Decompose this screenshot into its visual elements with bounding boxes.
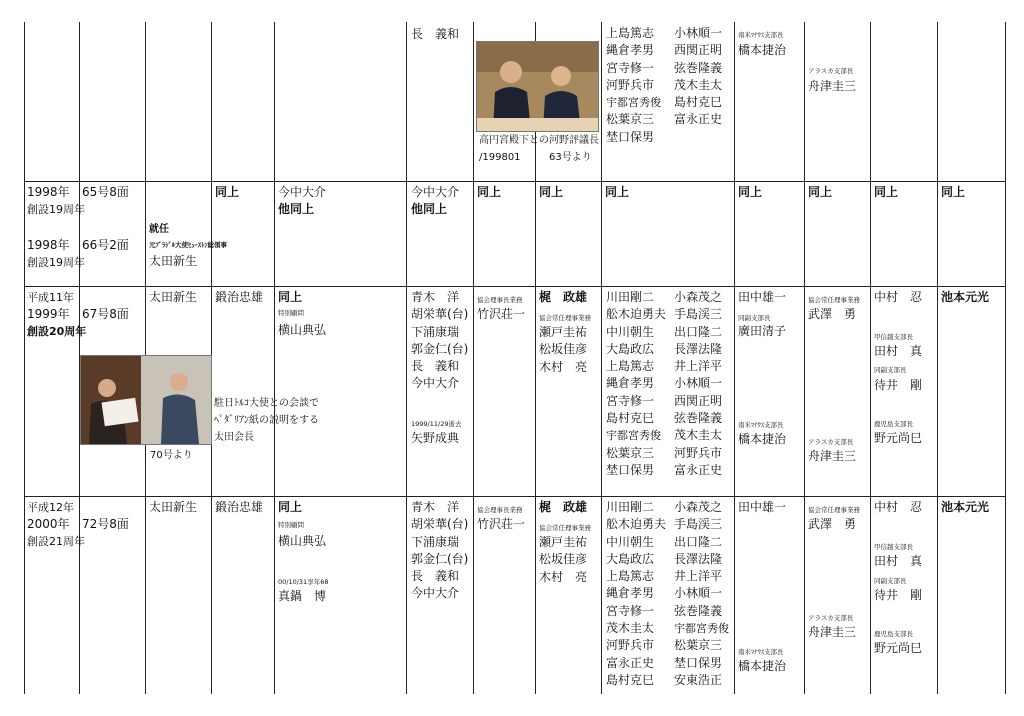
year-1999: 1999年 bbox=[27, 307, 70, 321]
committee-name: 富永正史 bbox=[674, 462, 723, 477]
shunin-note: 元ﾌﾞﾗｼﾞﾙ大使ﾋｭｰｽﾄﾝ総領事 bbox=[149, 241, 227, 249]
s4-col5-note: 00/10/31享年68 bbox=[278, 578, 329, 586]
s3-col12-name: 中村 忍 bbox=[874, 290, 923, 304]
s3-col11-name: 武澤 勇 bbox=[808, 307, 857, 321]
committee-name: 島村克巳 bbox=[674, 95, 723, 110]
committee-name: 長澤法隆 bbox=[674, 341, 723, 356]
s3-col12-label3: 鹿児島支部長 bbox=[874, 420, 913, 428]
committee-name: 西関正明 bbox=[674, 43, 723, 58]
column-rule bbox=[1005, 22, 1006, 694]
committee-name: 島村克巳 bbox=[606, 672, 655, 687]
era-h11: 平成11年 bbox=[27, 291, 74, 304]
s2-col6b: 他同上 bbox=[411, 202, 448, 216]
member-name: 松坂佳彦 bbox=[539, 342, 588, 357]
committee-name: 上島篤志 bbox=[606, 359, 655, 374]
committee-name: 弦巻隆義 bbox=[674, 603, 723, 618]
photo-issue-70: 70号より bbox=[150, 450, 193, 461]
committee-name: 宇都宮秀俊 bbox=[606, 429, 661, 443]
s3-col8-head: 梶 政雄 bbox=[539, 290, 588, 304]
prince-photo bbox=[476, 41, 599, 132]
s4-col8-list bbox=[539, 534, 587, 586]
committee-name: 上島篤志 bbox=[606, 26, 655, 40]
committee-name: 中川朝生 bbox=[606, 534, 655, 549]
committee-name: 上島篤志 bbox=[606, 569, 655, 584]
committee-name: 舩木迫勇夫 bbox=[606, 517, 667, 532]
committee-name: 埜口保男 bbox=[674, 655, 723, 670]
s3-col10-name: 田中雄一 bbox=[738, 290, 787, 304]
year-1998b: 1998年 bbox=[27, 238, 70, 252]
committee-name: 大島政広 bbox=[606, 341, 655, 356]
s3-col6-note: 1999/11/29逝去 bbox=[411, 420, 462, 428]
member-name: 下浦康瑞 bbox=[411, 324, 460, 339]
committee-name: 中川朝生 bbox=[606, 324, 655, 339]
row-rule bbox=[24, 181, 1005, 182]
s4-alaska-name: 舟津圭三 bbox=[808, 625, 857, 639]
column-rule bbox=[473, 22, 474, 694]
committee-name: 手島渓三 bbox=[674, 307, 723, 322]
s3-southamerica-name: 橋本捷治 bbox=[738, 432, 787, 446]
member-name: 長 義和 bbox=[411, 359, 460, 374]
s3-col12-name1: 田村 真 bbox=[874, 344, 923, 358]
s3-col7-label: 協会理事長業務 bbox=[477, 296, 523, 304]
committee-name: 松葉京三 bbox=[674, 638, 723, 653]
s2-col8: 同上 bbox=[539, 185, 564, 199]
column-rule bbox=[937, 22, 938, 694]
ambassador-photo bbox=[80, 355, 212, 445]
year-2000: 2000年 bbox=[27, 517, 70, 531]
committee-name: 出口隆二 bbox=[674, 534, 723, 549]
committee-name: 小林順一 bbox=[674, 376, 723, 391]
committee-name: 松葉京三 bbox=[606, 112, 655, 127]
issue-66: 66号2面 bbox=[82, 238, 129, 252]
shunin-label: 就任 bbox=[149, 224, 169, 235]
s3-col8-list bbox=[539, 324, 587, 376]
column-rule bbox=[804, 22, 805, 694]
s3-col12-name3: 野元尚巳 bbox=[874, 431, 923, 445]
committee-name: 宇都宮秀俊 bbox=[674, 622, 729, 636]
member-name: 胡栄華(台) bbox=[411, 307, 469, 322]
prince-photo-date: /199801 bbox=[479, 152, 521, 163]
vice-2000: 鍛治忠雄 bbox=[215, 500, 264, 514]
s3-alaska-label: アラスカ支部長 bbox=[808, 438, 854, 446]
member-name: 青木 洋 bbox=[411, 290, 460, 304]
member-name: 長 義和 bbox=[411, 569, 460, 584]
anniv-21: 創設21周年 bbox=[27, 535, 85, 548]
s4-col11-label: 協会常任理事業務 bbox=[808, 506, 860, 514]
ambassador-photo-image bbox=[81, 356, 211, 444]
member-name: 下浦康瑞 bbox=[411, 534, 460, 549]
s2-col12: 同上 bbox=[874, 185, 899, 199]
section1-col6-name: 長 義和 bbox=[411, 27, 460, 41]
row-rule bbox=[24, 496, 1005, 497]
prince-photo-image bbox=[477, 42, 598, 131]
photo-caption-2: ﾍﾟﾀﾞﾘｱﾝ紙の説明をする bbox=[214, 415, 319, 426]
s4-col8-label: 協会常任理事業務 bbox=[539, 524, 591, 532]
s3-col12-label2: 同副支部長 bbox=[874, 366, 907, 374]
committee-name: 河野兵市 bbox=[674, 445, 723, 460]
s4-col7-name: 竹沢荘一 bbox=[477, 517, 526, 531]
vice-1999: 鍛治忠雄 bbox=[215, 290, 264, 304]
column-rule bbox=[601, 22, 602, 694]
committee-name: 小林順一 bbox=[674, 26, 723, 40]
member-name: 今中大介 bbox=[411, 376, 460, 391]
committee-name: 宮寺修一 bbox=[606, 393, 655, 408]
member-name: 瀬戸圭祐 bbox=[539, 325, 588, 339]
committee-name: 小森茂之 bbox=[674, 290, 723, 304]
committee-name: 茂木圭太 bbox=[606, 621, 655, 636]
s4-committee-list bbox=[606, 499, 736, 689]
committee-name: 宇都宮秀俊 bbox=[606, 96, 661, 110]
committee-name: 川田剛二 bbox=[606, 500, 655, 514]
committee-name: 縄倉孝男 bbox=[606, 376, 655, 391]
committee-name: 小林順一 bbox=[674, 586, 723, 601]
s4-col13: 池本元光 bbox=[941, 500, 990, 514]
member-name: 胡栄華(台) bbox=[411, 517, 469, 532]
issue-65: 65号8面 bbox=[82, 185, 129, 199]
s2-col7: 同上 bbox=[477, 185, 502, 199]
s4-col12-label1: 甲信越支部長 bbox=[874, 543, 913, 551]
committee-name: 宮寺修一 bbox=[606, 60, 655, 75]
member-name: 松坂佳彦 bbox=[539, 552, 588, 567]
row-rule bbox=[24, 286, 1005, 287]
year-1998a: 1998年 bbox=[27, 185, 70, 199]
committee-name: 舩木迫勇夫 bbox=[606, 307, 667, 322]
committee-name: 縄倉孝男 bbox=[606, 43, 655, 58]
s4-col12-label2: 同副支部長 bbox=[874, 577, 907, 585]
s4-col12-name3: 野元尚巳 bbox=[874, 641, 923, 655]
s4-col12-name1: 田村 真 bbox=[874, 554, 923, 568]
photo-caption-3: 太田会長 bbox=[214, 432, 254, 443]
s3-col8-label: 協会常任理事業務 bbox=[539, 314, 591, 322]
s3-col7-name: 竹沢荘一 bbox=[477, 307, 526, 321]
committee-name: 埜口保男 bbox=[606, 462, 655, 477]
s4-col8-head: 梶 政雄 bbox=[539, 500, 588, 514]
s3-southamerica-label: 南米ﾏﾅｳｽ支部長 bbox=[738, 421, 784, 429]
s3-col6-deceased: 矢野成典 bbox=[411, 431, 460, 445]
s3-col10-label: 同副支部長 bbox=[738, 314, 771, 322]
committee-name: 弦巻隆義 bbox=[674, 411, 723, 426]
committee-name: 手島渓三 bbox=[674, 517, 723, 532]
s4-col11-name: 武澤 勇 bbox=[808, 517, 857, 531]
southamerica-name: 橋本捷治 bbox=[738, 43, 787, 57]
committee-name: 西関正明 bbox=[674, 393, 723, 408]
committee-name: 埜口保男 bbox=[606, 129, 655, 144]
president-1999: 太田新生 bbox=[149, 290, 198, 304]
president-2000: 太田新生 bbox=[149, 500, 198, 514]
anniv-19a: 創設19周年 bbox=[27, 203, 85, 216]
member-name: 青木 洋 bbox=[411, 500, 460, 514]
s4-southamerica-name: 橋本捷治 bbox=[738, 659, 787, 673]
southamerica-label: 南米ﾏﾅｳｽ支部長 bbox=[738, 31, 784, 39]
s3-col13: 池本元光 bbox=[941, 290, 990, 304]
s3-col11-label: 協会常任理事業務 bbox=[808, 296, 860, 304]
column-rule bbox=[274, 22, 275, 694]
column-rule bbox=[24, 22, 25, 694]
committee-name: 縄倉孝男 bbox=[606, 586, 655, 601]
s4-col5-name: 横山典弘 bbox=[278, 534, 327, 548]
committee-name: 井上洋平 bbox=[674, 569, 723, 584]
s4-col12-name: 中村 忍 bbox=[874, 500, 923, 514]
committee-name: 安東浩正 bbox=[674, 672, 723, 687]
committee-name: 宮寺修一 bbox=[606, 603, 655, 618]
anniv-20: 創設20周年 bbox=[27, 325, 87, 338]
committee-name: 小森茂之 bbox=[674, 500, 723, 514]
committee-name: 富永正史 bbox=[606, 655, 655, 670]
committee-name: 川田剛二 bbox=[606, 290, 655, 304]
president-1998: 太田新生 bbox=[149, 254, 198, 268]
s4-southamerica-label: 南米ﾏﾅｳｽ支部長 bbox=[738, 648, 784, 656]
s4-col5-deceased: 真鍋 博 bbox=[278, 589, 327, 603]
committee-name: 茂木圭太 bbox=[674, 77, 723, 92]
committee-name: 井上洋平 bbox=[674, 359, 723, 374]
s3-col6-list bbox=[411, 289, 468, 393]
s2-col6a: 今中大介 bbox=[411, 185, 460, 199]
s4-col10-name: 田中雄一 bbox=[738, 500, 787, 514]
committee-name: 富永正史 bbox=[674, 112, 723, 127]
section1-committee-list bbox=[606, 25, 736, 146]
s3-col5a: 同上 bbox=[278, 290, 303, 304]
s3-committee-list bbox=[606, 289, 736, 479]
s2-col5b: 他同上 bbox=[278, 202, 315, 216]
photo-caption-1: 駐日ﾄﾙｺ大使との会談で bbox=[214, 398, 319, 409]
member-name: 郭金仁(台) bbox=[411, 551, 469, 566]
committee-name: 茂木圭太 bbox=[674, 428, 723, 443]
issue-67: 67号8面 bbox=[82, 307, 129, 321]
s3-col12-label1: 甲信越支部長 bbox=[874, 333, 913, 341]
member-name: 今中大介 bbox=[411, 586, 460, 601]
alaska-label: アラスカ支部長 bbox=[808, 67, 854, 75]
s3-col5-label: 特別顧問 bbox=[278, 309, 304, 317]
s4-col5-label: 特別顧問 bbox=[278, 521, 304, 529]
s3-col5-name: 横山典弘 bbox=[278, 323, 327, 337]
s4-col12-label3: 鹿児島支部長 bbox=[874, 630, 913, 638]
member-name: 木村 亮 bbox=[539, 569, 588, 584]
committee-name: 島村克巳 bbox=[606, 411, 655, 426]
committee-name: 長澤法隆 bbox=[674, 551, 723, 566]
s2-col4: 同上 bbox=[215, 185, 240, 199]
column-rule bbox=[406, 22, 407, 694]
era-h12: 平成12年 bbox=[27, 501, 74, 514]
committee-name: 河野兵市 bbox=[606, 77, 655, 92]
committee-name: 大島政広 bbox=[606, 551, 655, 566]
member-name: 瀬戸圭祐 bbox=[539, 535, 588, 549]
s4-alaska-label: アラスカ支部長 bbox=[808, 614, 854, 622]
committee-name: 松葉京三 bbox=[606, 445, 655, 460]
committee-name bbox=[674, 129, 736, 146]
column-rule bbox=[870, 22, 871, 694]
s2-col10: 同上 bbox=[738, 185, 763, 199]
s3-col10-name2: 廣田清子 bbox=[738, 324, 787, 338]
s2-col11: 同上 bbox=[808, 185, 833, 199]
committee-name: 河野兵市 bbox=[606, 638, 655, 653]
s2-col9: 同上 bbox=[605, 185, 630, 199]
s4-col5a: 同上 bbox=[278, 500, 303, 514]
s2-col5a: 今中大介 bbox=[278, 185, 327, 199]
member-name: 木村 亮 bbox=[539, 359, 588, 374]
anniv-19b: 創設19周年 bbox=[27, 256, 85, 269]
alaska-name: 舟津圭三 bbox=[808, 79, 857, 93]
s3-alaska-name: 舟津圭三 bbox=[808, 449, 857, 463]
s2-col13: 同上 bbox=[941, 185, 966, 199]
prince-photo-issue: 63号より bbox=[549, 152, 592, 163]
s4-col7-label: 協会理事長業務 bbox=[477, 506, 523, 514]
s3-col12-name2: 待井 剛 bbox=[874, 378, 923, 392]
issue-72: 72号8面 bbox=[82, 517, 129, 531]
member-name: 郭金仁(台) bbox=[411, 341, 469, 356]
committee-name: 弦巻隆義 bbox=[674, 60, 723, 75]
s4-col6-list bbox=[411, 499, 468, 603]
s4-col12-name2: 待井 剛 bbox=[874, 588, 923, 602]
prince-photo-caption: 高円宮殿下との河野評議長 bbox=[479, 135, 599, 146]
committee-name: 出口隆二 bbox=[674, 324, 723, 339]
